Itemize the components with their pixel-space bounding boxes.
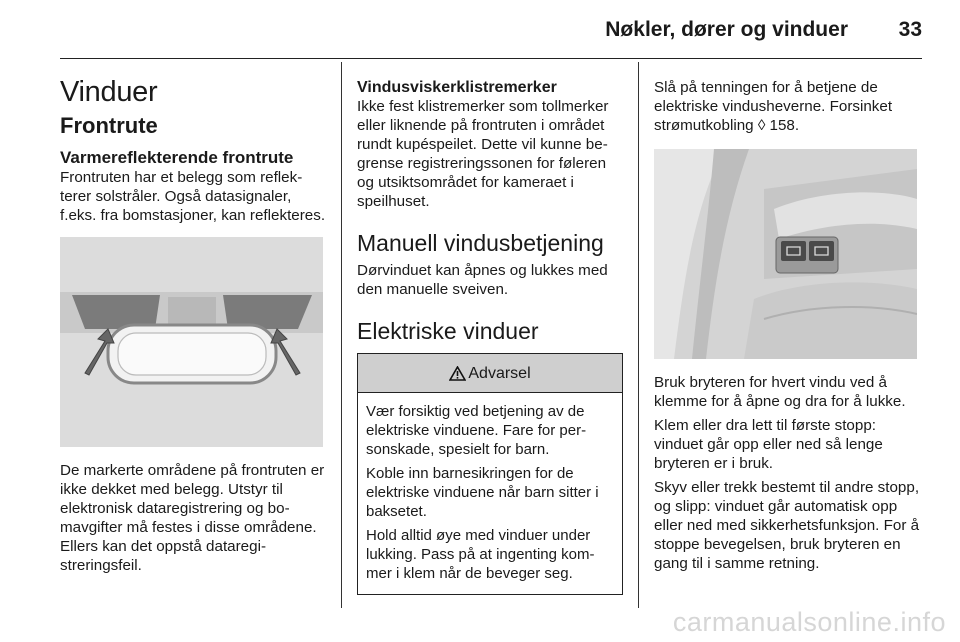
left-column [60, 74, 326, 580]
caption-paragraph: De markerte områdene på frontruten er ikke dekket med belegg. Utstyr til elektronisk dataregistrering og bomavgifter må festes i disse områdene. Ellers kan det oppstå dataregistreringsfeil. [60, 462, 325, 574]
sticker-paragraph: Ikke fest klistremerker som tollmerker eller liknende på frontruten i området rundt kupéspeilet. Dette vil kunne begrense registreringssonen for føleren og utsiktsområdet for kameraet i speilhuset. [357, 98, 609, 210]
mirror-illustration-svg [60, 237, 323, 447]
second-stop-paragraph: Skyv eller trekk bestemt til andre stopp, og slipp: vinduet går automatisk opp eller ned med sikkerhetsfunksjon. For å stoppe bevegelsen, bruk bryteren en gang til i samme retning. [654, 479, 920, 572]
section-heading: Frontrute [60, 113, 158, 138]
sticker-title: Vindusviskerklistremerker [357, 79, 557, 96]
page-number: 33 [898, 18, 922, 41]
windshield-mirror-illustration [60, 237, 323, 447]
warning-body [358, 393, 622, 594]
right-column [654, 78, 920, 578]
switch-illustration-svg [654, 149, 917, 359]
window-switch-illustration [654, 149, 917, 359]
page-heading: Vinduer [60, 76, 158, 108]
warning-paragraph: Vær forsiktig ved betjening av de elektriske vinduene. Fare for personskade, spesielt for barn. [366, 403, 587, 458]
column-divider [341, 62, 342, 608]
column-divider [638, 62, 639, 608]
warning-paragraph: Koble inn barnesikringen for de elektriske vinduene når barn sitter i baksetet. [366, 465, 599, 520]
warning-header [358, 354, 622, 393]
warning-triangle-icon [449, 366, 466, 381]
electric-windows-heading: Elektriske vinduer [357, 318, 539, 344]
manual-window-paragraph: Dørvinduet kan åpnes og lukkes med den manuelle sveiven. [357, 262, 608, 298]
ignition-paragraph: Slå på tenningen for å betjene de elektriske vindusheverne. Forsinket strømutkobling ◊ 158. [654, 79, 893, 134]
warning-label: Advarsel [468, 364, 531, 382]
middle-column [357, 78, 623, 595]
subsection-title: Varmereflekterende frontrute [60, 148, 294, 167]
warning-paragraph: Hold alltid øye med vinduer under lukking. Pass på at ingenting kommer i klem når de beveger seg. [366, 527, 595, 582]
intro-paragraph: Frontruten har et belegg som reflekterer solstråler. Også datasignaler, f.eks. fra bomstasjoner, kan reflekteres. [60, 169, 326, 224]
header-divider [60, 58, 922, 59]
page-header [0, 0, 960, 58]
watermark: carmanualsonline.info [672, 607, 946, 637]
warning-box [357, 353, 623, 595]
switch-paragraph: Bruk bryteren for hvert vindu ved å klemme for å åpne og dra for å lukke. [654, 374, 906, 410]
first-stop-paragraph: Klem eller dra lett til første stopp: vinduet går opp eller ned så lenge bryteren er i bruk. [654, 417, 883, 472]
chapter-title: Nøkler, dører og vinduer [605, 18, 848, 41]
manual-window-heading: Manuell vindusbetjening [357, 230, 604, 256]
